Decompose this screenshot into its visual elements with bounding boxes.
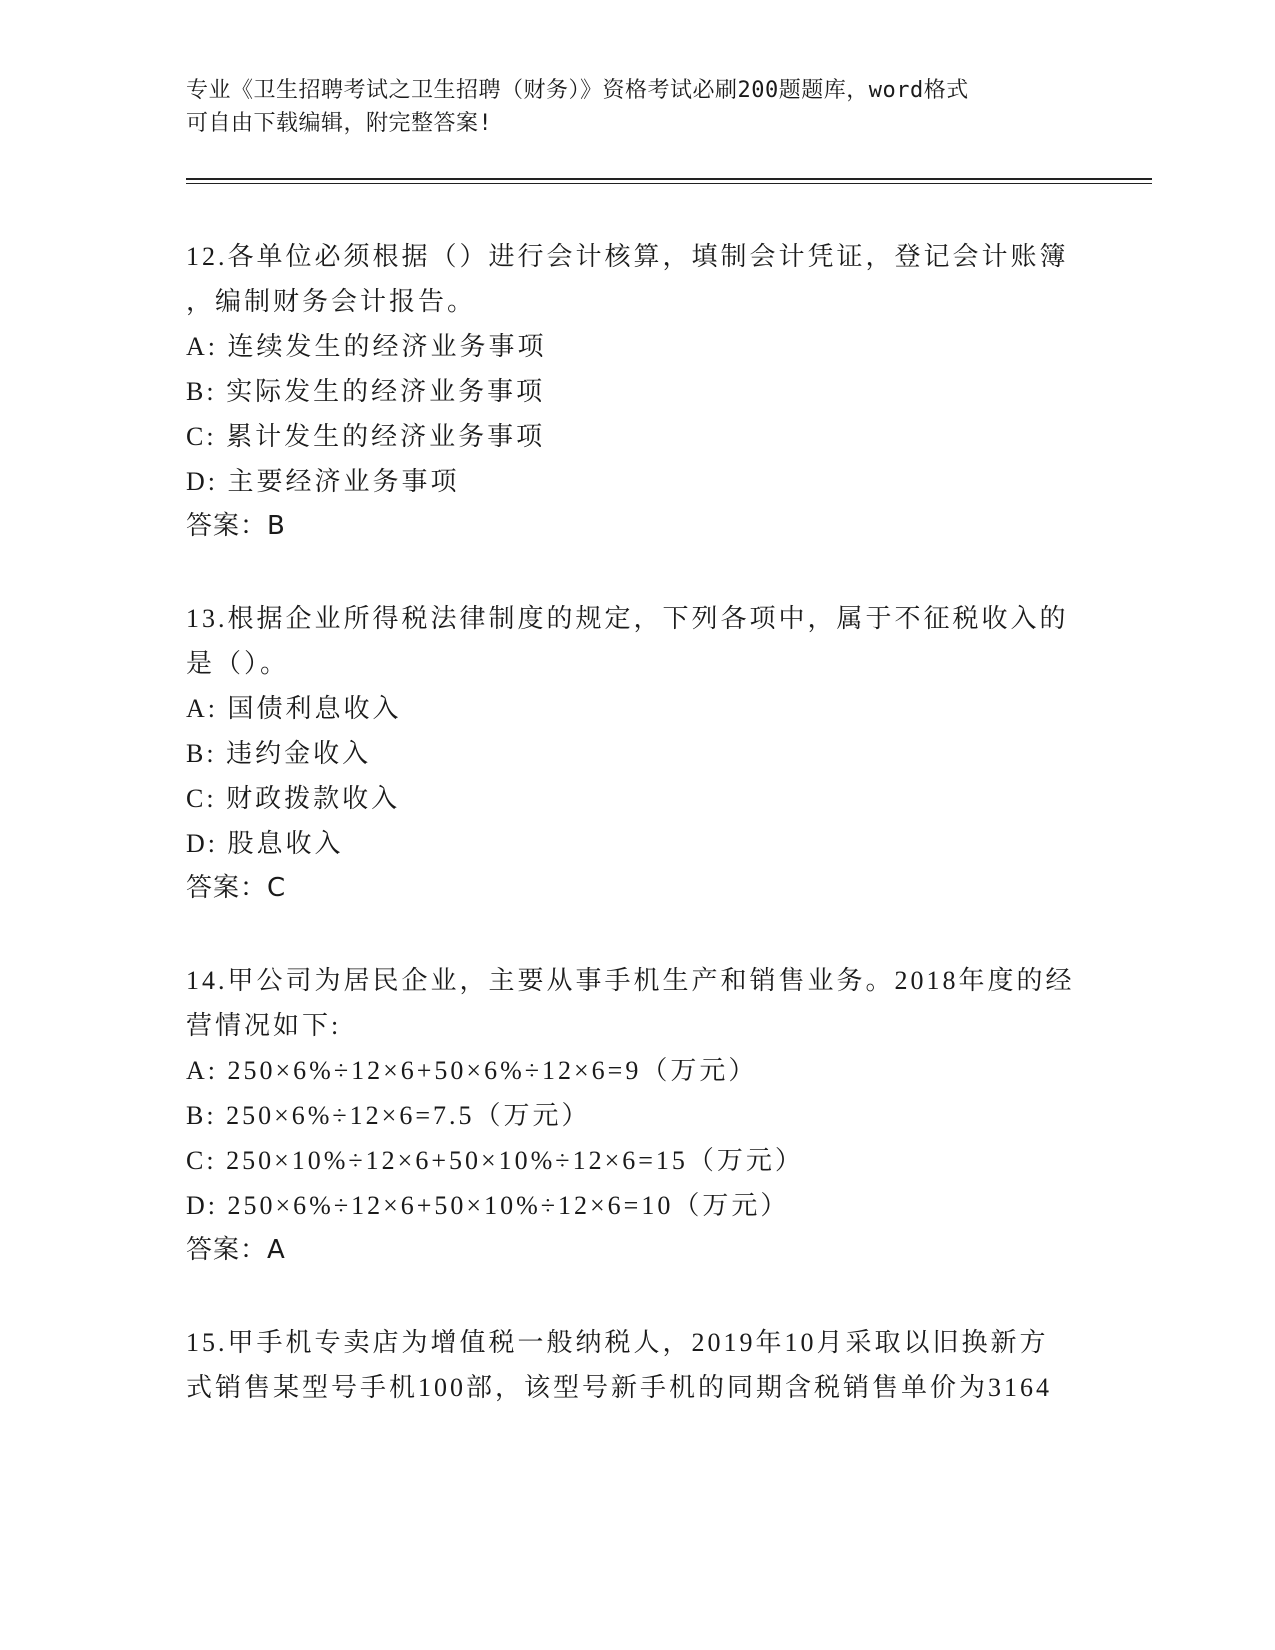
- question-stem-line-1: 15.甲手机专卖店为增值税一般纳税人，2019年10月采取以旧换新方: [186, 1328, 1049, 1357]
- question-13: [186, 596, 1086, 911]
- option-d: D: 250×6%÷12×6+50×10%÷12×6=10（万元）: [186, 1191, 790, 1220]
- option-b: B: 250×6%÷12×6=7.5（万元）: [186, 1101, 591, 1130]
- option-c: C: 财政拨款收入: [186, 784, 401, 813]
- option-a: A: 250×6%÷12×6+50×6%÷12×6=9（万元）: [186, 1056, 758, 1085]
- option-c: C: 250×10%÷12×6+50×10%÷12×6=15（万元）: [186, 1146, 804, 1175]
- question-12: [186, 234, 1086, 549]
- header-divider-thin: [186, 183, 1152, 184]
- answer: 答案：B: [186, 511, 286, 541]
- question-15: [186, 1320, 1086, 1410]
- question-stem-line-2: 营情况如下:: [186, 1011, 342, 1040]
- answer: 答案：C: [186, 873, 287, 903]
- header-divider-thick: [186, 178, 1152, 180]
- header-line-1: 专业《卫生招聘考试之卫生招聘（财务）》资格考试必刷200题题库，word格式: [186, 78, 969, 103]
- option-c: C: 累计发生的经济业务事项: [186, 422, 546, 451]
- question-stem-line-2: 是（）。: [186, 649, 290, 678]
- document-header: [186, 74, 1086, 140]
- option-a: A: 连续发生的经济业务事项: [186, 332, 547, 361]
- question-stem-line-1: 13.根据企业所得税法律制度的规定，下列各项中，属于不征税收入的: [186, 604, 1069, 633]
- question-14: [186, 958, 1086, 1273]
- question-stem-line-1: 12.各单位必须根据（）进行会计核算，填制会计凭证，登记会计账簿: [186, 242, 1069, 271]
- option-d: D: 股息收入: [186, 829, 344, 858]
- answer: 答案：A: [186, 1235, 286, 1265]
- option-a: A: 国债利息收入: [186, 694, 402, 723]
- question-stem-line-2: ，编制财务会计报告。: [186, 287, 477, 316]
- option-b: B: 实际发生的经济业务事项: [186, 377, 546, 406]
- header-line-2: 可自由下载编辑，附完整答案!: [186, 111, 493, 136]
- question-stem-line-1: 14.甲公司为居民企业，主要从事手机生产和销售业务。2018年度的经: [186, 966, 1075, 995]
- question-stem-line-2: 式销售某型号手机100部，该型号新手机的同期含税销售单价为3164: [186, 1373, 1053, 1402]
- option-d: D: 主要经济业务事项: [186, 467, 460, 496]
- option-b: B: 违约金收入: [186, 739, 372, 768]
